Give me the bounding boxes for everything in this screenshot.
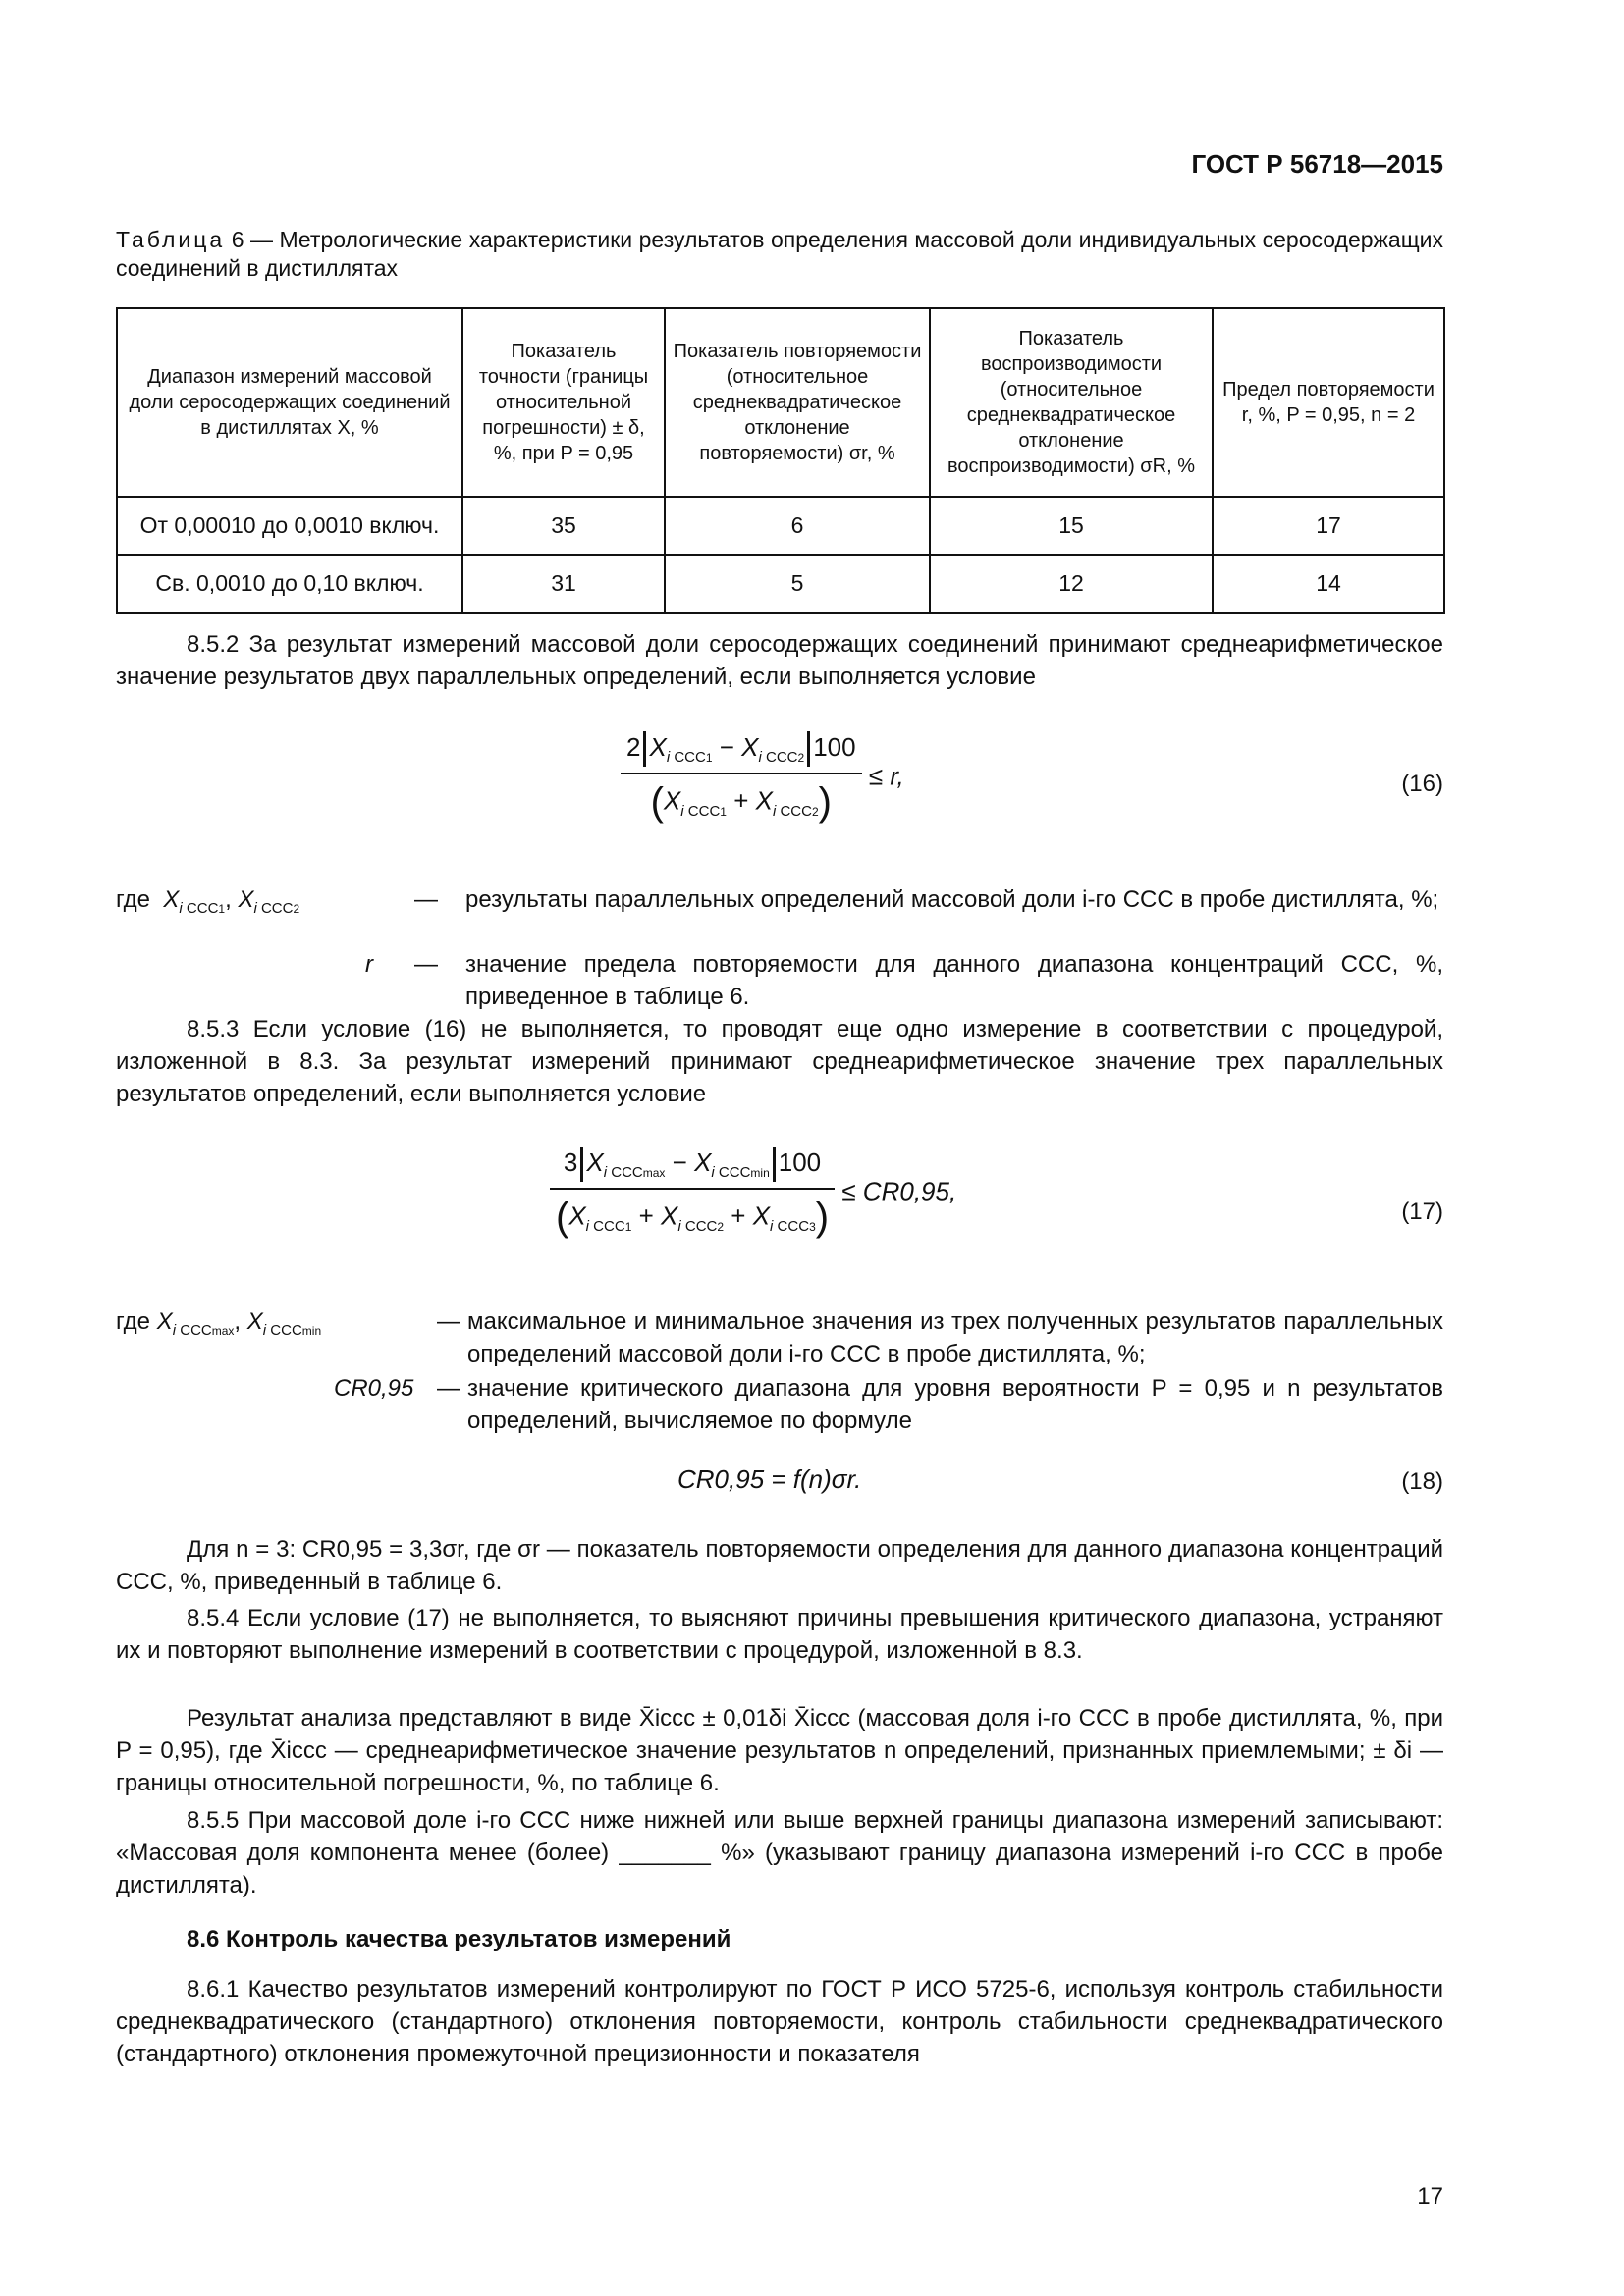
table-cell: От 0,00010 до 0,0010 включ. — [117, 497, 462, 555]
table-title: 6 — Метрологические характеристики результатов определения массовой доли индивидуальных серосодержащих соединений в дистиллятах — [116, 227, 1443, 281]
table-cell: Св. 0,0010 до 0,10 включ. — [117, 555, 462, 613]
equation-number-18: (18) — [1401, 1468, 1443, 1495]
paragraph-8-5-3: 8.5.3 Если условие (16) не выполняется, то проводят еще одно измерение в соответствии с процедурой, изложенной в 8.3. За результат измерений принимают среднеарифметическое значение трех параллельных результатов определений, если выполняется условие — [116, 1016, 1443, 1107]
paragraph-n3: Для n = 3: CR0,95 = 3,3σr, где σr — показатель повторяемости определения для данного диапазона концентраций ССС, %, приведенный в таблице 6. — [116, 1536, 1443, 1595]
table-cell: 12 — [930, 555, 1213, 613]
document-header: ГОСТ Р 56718—2015 — [1191, 149, 1443, 179]
paragraph-result: Результат анализа представляют в виде X̄iccc ± 0,01δi X̄iccc (массовая доля i-го ССС в пробе дистиллята, %, при P = 0,95), где X̄iccc — среднеарифметическое значение результатов n определений, признанных приемлемыми; ± δi — границы относительной погрешности, %, по таблице 6. — [116, 1705, 1443, 1796]
page-number: 17 — [1417, 2183, 1443, 2210]
equation-number-16: (16) — [1401, 771, 1443, 797]
formula-18: CR0,95 = f(n)σr. — [677, 1465, 862, 1494]
paragraph-8-5-4: 8.5.4 Если условие (17) не выполняется, то выясняют причины превышения критического диапазона, устраняют их и повторяют выполнение измерений в соответствии с процедурой, изложенной в 8.3. — [116, 1605, 1443, 1664]
table-header-cell: Показатель воспроизводимости (относительное среднеквадратическое отклонение воспроизводимости) σR, % — [930, 308, 1213, 497]
table-cell: 5 — [665, 555, 930, 613]
equation-number-17: (17) — [1401, 1199, 1443, 1225]
definition-symbol: r — [365, 951, 373, 978]
where-label: где $X_{i ССС1}$, $X_{i ССС2}$ — [116, 886, 300, 917]
table-header-cell: Показатель точности (границы относительной погрешности) ± δ, %, при P = 0,95 — [462, 308, 665, 497]
table-caption — [116, 226, 1443, 283]
paragraph-8-6-1: 8.6.1 Качество результатов измерений контролируют по ГОСТ Р ИСО 5725-6, используя контроль стабильности среднеквадратического (стандартного) отклонения повторяемости, контроль стабильности среднеквадратического (стандартного) отклонения промежуточной прецизионности и показателя — [116, 1976, 1443, 2067]
formula-17: $\frac{3 X_{i СССmax} - X_{i СССmin} 100}{(X_{i ССС1} + X_{i ССС2} + X_{i ССС3})}$ ≤ CR0,95, — [550, 1147, 956, 1240]
metrology-table — [116, 307, 1445, 614]
formula-16: $\frac{2 X_{i ССС1} - X_{i ССС2} 100}{(X_{i ССС1} + X_{i ССС2})}$ ≤ r, — [621, 731, 904, 825]
table-cell: 31 — [462, 555, 665, 613]
table-label: Таблица — [116, 227, 226, 252]
definition-3: максимальное и минимальное значения из трех полученных результатов параллельных определений массовой доли i-го ССС в пробе дистиллята, %; — [467, 1308, 1443, 1367]
where-label: где $X_{i СССmax}$, $X_{i СССmin}$ — [116, 1308, 322, 1339]
table-row — [117, 555, 1444, 613]
table-cell: 15 — [930, 497, 1213, 555]
paragraph-8-5-2: 8.5.2 За результат измерений массовой доли серосодержащих соединений принимают среднеарифметическое значение результатов двух параллельных определений, если выполняется условие — [116, 631, 1443, 690]
paragraph-8-5-5: 8.5.5 При массовой доле i-го ССС ниже нижней или выше верхней границы диапазона измерений записывают: «Массовая доля компонента менее (более) _______ %» (указывают границу диапазона измерений i-го ССС в пробе дистиллята). — [116, 1807, 1443, 1898]
definition-dash: — — [437, 1375, 460, 1402]
section-heading: 8.6 Контроль качества результатов измерений — [187, 1926, 731, 1952]
table-header-cell: Диапазон измерений массовой доли серосодержащих соединений в дистиллятах X, % — [117, 308, 462, 497]
definition-2: значение предела повторяемости для данного диапазона концентраций ССС, %, приведенное в таблице 6. — [465, 951, 1443, 1010]
table-header-cell: Показатель повторяемости (относительное среднеквадратическое отклонение повторяемости) σr, % — [665, 308, 930, 497]
table-header-row — [117, 308, 1444, 497]
definition-1: результаты параллельных определений массовой доли i-го ССС в пробе дистиллята, %; — [465, 886, 1439, 913]
definition-4: значение критического диапазона для уровня вероятности P = 0,95 и n результатов определений, вычисляемое по формуле — [467, 1375, 1443, 1434]
table-header-cell: Предел повторяемости r, %, P = 0,95, n = 2 — [1213, 308, 1444, 497]
table-cell: 6 — [665, 497, 930, 555]
table-cell: 35 — [462, 497, 665, 555]
table-cell: 17 — [1213, 497, 1444, 555]
definition-symbol: CR0,95 — [334, 1375, 414, 1402]
definition-dash: — — [414, 886, 438, 913]
definition-dash: — — [437, 1308, 460, 1335]
table-row — [117, 497, 1444, 555]
definition-dash: — — [414, 951, 438, 978]
table-cell: 14 — [1213, 555, 1444, 613]
